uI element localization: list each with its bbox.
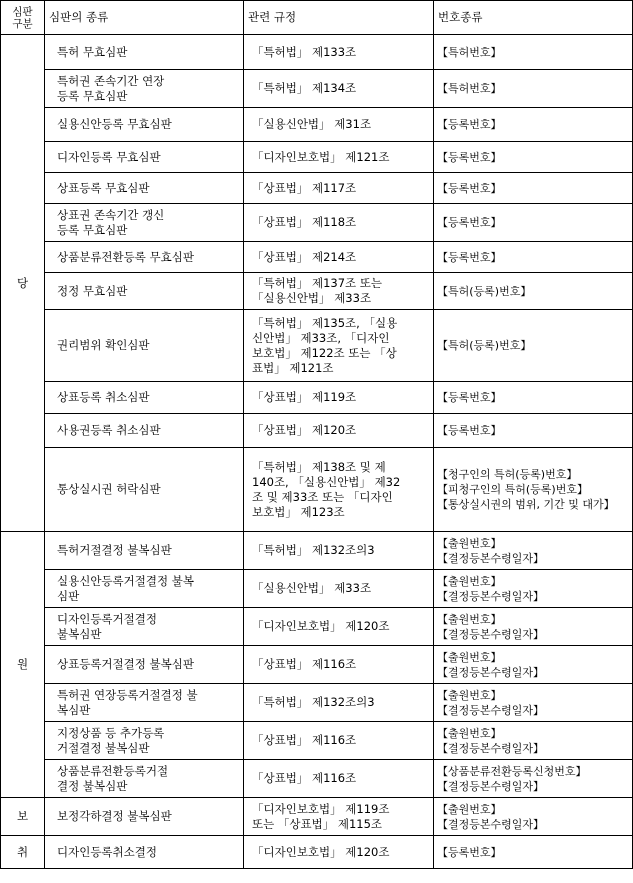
regulation: 「디자인보호법」 제119조 또는 「상표법」 제115조 xyxy=(244,798,434,836)
trial-name: 상표등록 취소심판 xyxy=(45,382,244,414)
regulation: 「실용신안법」 제33조 xyxy=(244,570,434,608)
header-number-type: 번호종류 xyxy=(434,1,633,35)
number-type: 【출원번호】 【결정등본수령일자】 xyxy=(434,608,633,646)
table-row xyxy=(1,760,633,798)
trial-name: 실용신안등록 무효심판 xyxy=(45,108,244,142)
category-cell: 원 xyxy=(1,532,45,798)
table-row xyxy=(1,108,633,142)
trial-name: 지정상품 등 추가등록 거절결정 불복심판 xyxy=(45,722,244,760)
number-type: 【출원번호】 【결정등본수령일자】 xyxy=(434,722,633,760)
table-row xyxy=(1,273,633,310)
regulation: 「상표법」 제119조 xyxy=(244,382,434,414)
category-cell: 취 xyxy=(1,836,45,869)
regulation: 「특허법」 제137조 또는 「실용신안법」 제33조 xyxy=(244,273,434,310)
table-row xyxy=(1,646,633,684)
regulation: 「특허법」 제133조 xyxy=(244,35,434,70)
table-row xyxy=(1,448,633,532)
regulation: 「상표법」 제120조 xyxy=(244,414,434,448)
regulation: 「상표법」 제118조 xyxy=(244,204,434,242)
trial-name: 디자인등록취소결정 xyxy=(45,836,244,869)
regulation: 「특허법」 제138조 및 제 140조, 「실용신안법」 제32 조 및 제33조 또는 「디자인 보호법」 제123조 xyxy=(244,448,434,532)
trial-name: 권리범위 확인심판 xyxy=(45,310,244,382)
trial-name: 특허 무효심판 xyxy=(45,35,244,70)
number-type: 【특허(등록)번호】 xyxy=(434,273,633,310)
table-row xyxy=(1,35,633,70)
number-type: 【출원번호】 【결정등본수령일자】 xyxy=(434,646,633,684)
regulation: 「특허법」 제132조의3 xyxy=(244,532,434,570)
number-type: 【등록번호】 xyxy=(434,108,633,142)
table-row xyxy=(1,310,633,382)
trial-name: 실용신안등록거절결정 불복 심판 xyxy=(45,570,244,608)
trial-name: 보정각하결정 불복심판 xyxy=(45,798,244,836)
table-row xyxy=(1,722,633,760)
table-row xyxy=(1,242,633,273)
regulation: 「상표법」 제116조 xyxy=(244,760,434,798)
trial-name: 특허권 연장등록거절결정 불 복심판 xyxy=(45,684,244,722)
trial-name: 상품분류전환등록거절 결정 불복심판 xyxy=(45,760,244,798)
regulation: 「특허법」 제132조의3 xyxy=(244,684,434,722)
regulation: 「디자인보호법」 제120조 xyxy=(244,608,434,646)
header-regulation: 관련 규정 xyxy=(244,1,434,35)
table-row xyxy=(1,173,633,204)
regulation: 「디자인보호법」 제121조 xyxy=(244,142,434,173)
table-row xyxy=(1,142,633,173)
number-type: 【등록번호】 xyxy=(434,173,633,204)
table-row xyxy=(1,382,633,414)
table-row xyxy=(1,684,633,722)
table-row xyxy=(1,532,633,570)
trial-name: 통상실시권 허락심판 xyxy=(45,448,244,532)
number-type: 【출원번호】 【결정등본수령일자】 xyxy=(434,532,633,570)
regulation: 「실용신안법」 제31조 xyxy=(244,108,434,142)
regulation: 「특허법」 제134조 xyxy=(244,70,434,108)
number-type: 【등록번호】 xyxy=(434,204,633,242)
regulation: 「특허법」 제135조, 「실용 신안법」 제33조, 「디자인 보호법」 제122조 또는 「상 표법」 제121조 xyxy=(244,310,434,382)
table-row xyxy=(1,798,633,836)
trial-name: 상품분류전환등록 무효심판 xyxy=(45,242,244,273)
category-cell: 당 xyxy=(1,35,45,532)
table-row xyxy=(1,836,633,869)
number-type: 【등록번호】 xyxy=(434,836,633,869)
trial-name: 디자인등록 무효심판 xyxy=(45,142,244,173)
trial-name: 디자인등록거절결정 불복심판 xyxy=(45,608,244,646)
number-type: 【출원번호】 【결정등본수령일자】 xyxy=(434,798,633,836)
table-row xyxy=(1,608,633,646)
category-cell: 보 xyxy=(1,798,45,836)
number-type: 【특허번호】 xyxy=(434,70,633,108)
number-type: 【출원번호】 【결정등본수령일자】 xyxy=(434,684,633,722)
header-trial-type: 심판의 종류 xyxy=(45,1,244,35)
regulation: 「디자인보호법」 제120조 xyxy=(244,836,434,869)
number-type: 【출원번호】 【결정등본수령일자】 xyxy=(434,570,633,608)
trial-name: 특허권 존속기간 연장 등록 무효심판 xyxy=(45,70,244,108)
trial-name: 상표권 존속기간 갱신 등록 무효심판 xyxy=(45,204,244,242)
trial-name: 정정 무효심판 xyxy=(45,273,244,310)
number-type: 【등록번호】 xyxy=(434,382,633,414)
trial-name: 상표등록거절결정 불복심판 xyxy=(45,646,244,684)
table-row xyxy=(1,204,633,242)
regulation: 「상표법」 제214조 xyxy=(244,242,434,273)
table-row xyxy=(1,70,633,108)
header-row xyxy=(1,1,633,35)
regulation: 「상표법」 제117조 xyxy=(244,173,434,204)
regulation: 「상표법」 제116조 xyxy=(244,646,434,684)
regulation: 「상표법」 제116조 xyxy=(244,722,434,760)
number-type: 【등록번호】 xyxy=(434,142,633,173)
trial-name: 사용권등록 취소심판 xyxy=(45,414,244,448)
trial-name: 특허거절결정 불복심판 xyxy=(45,532,244,570)
trial-name: 상표등록 무효심판 xyxy=(45,173,244,204)
number-type: 【청구인의 특허(등록)번호】 【피청구인의 특허(등록)번호】 【통상실시권의 범위, 기간 및 대가】 xyxy=(434,448,633,532)
table-row xyxy=(1,570,633,608)
number-type: 【특허번호】 xyxy=(434,35,633,70)
number-type: 【상품분류전환등록신청번호】 【결정등본수령일자】 xyxy=(434,760,633,798)
header-category: 심판 구분 xyxy=(1,1,45,35)
number-type: 【등록번호】 xyxy=(434,414,633,448)
number-type: 【특허(등록)번호】 xyxy=(434,310,633,382)
table-row xyxy=(1,414,633,448)
number-type: 【등록번호】 xyxy=(434,242,633,273)
